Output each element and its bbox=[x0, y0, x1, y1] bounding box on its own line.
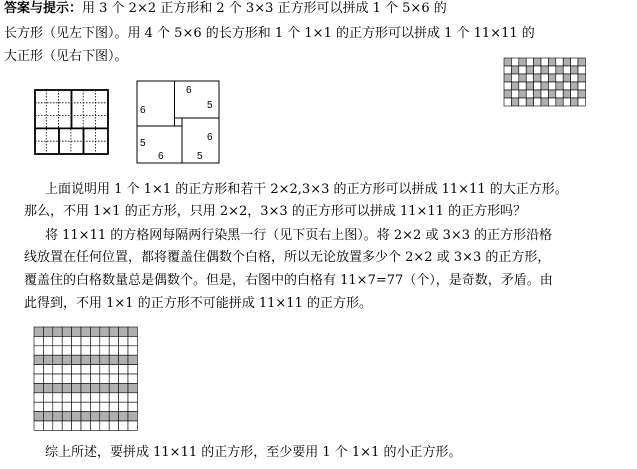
checker-cell bbox=[541, 74, 548, 82]
checker-cell bbox=[534, 66, 541, 74]
striped-cell bbox=[128, 402, 137, 411]
striped-cell bbox=[72, 336, 81, 345]
checker-cell bbox=[504, 90, 511, 98]
striped-cell bbox=[128, 327, 137, 336]
checker-cell bbox=[541, 82, 548, 90]
striped-cell bbox=[90, 327, 99, 336]
fig-num-tr-right: 5 bbox=[207, 100, 213, 111]
checker-cell bbox=[556, 66, 563, 74]
striped-cell bbox=[81, 383, 90, 392]
striped-cell bbox=[109, 346, 118, 355]
striped-cell bbox=[53, 365, 62, 374]
striped-cell bbox=[81, 365, 90, 374]
checker-cell bbox=[556, 98, 563, 106]
checker-cell bbox=[504, 66, 511, 74]
striped-cell bbox=[119, 383, 128, 392]
striped-cell bbox=[119, 393, 128, 402]
striped-cell bbox=[43, 393, 52, 402]
striped-cell bbox=[53, 374, 62, 383]
checker-cell bbox=[534, 82, 541, 90]
striped-cell bbox=[90, 402, 99, 411]
striped-cell bbox=[90, 412, 99, 421]
striped-cell bbox=[53, 346, 62, 355]
striped-cell bbox=[128, 336, 137, 345]
checker-cell bbox=[534, 98, 541, 106]
striped-cell bbox=[53, 393, 62, 402]
striped-cell bbox=[34, 346, 43, 355]
striped-cell bbox=[62, 327, 71, 336]
striped-cell bbox=[128, 365, 137, 374]
fig-num-br-right: 6 bbox=[207, 132, 213, 143]
striped-cell bbox=[90, 383, 99, 392]
checker-cell bbox=[519, 82, 526, 90]
checker-cell bbox=[541, 90, 548, 98]
striped-cell bbox=[53, 421, 62, 430]
striped-cell bbox=[62, 374, 71, 383]
striped-cell bbox=[119, 421, 128, 430]
striped-cell bbox=[34, 336, 43, 345]
checker-cell bbox=[526, 74, 533, 82]
striped-cell bbox=[43, 374, 52, 383]
striped-cell bbox=[43, 421, 52, 430]
striped-cell bbox=[128, 383, 137, 392]
striped-cell bbox=[128, 393, 137, 402]
striped-cell bbox=[109, 421, 118, 430]
striped-cell bbox=[119, 412, 128, 421]
fig-num-br-left: 5 bbox=[140, 138, 146, 149]
fig-num-tl-left: 6 bbox=[140, 105, 146, 116]
striped-cell bbox=[100, 402, 109, 411]
checker-cell bbox=[504, 74, 511, 82]
checker-cell bbox=[534, 90, 541, 98]
striped-cell bbox=[34, 327, 43, 336]
checker-cell bbox=[504, 98, 511, 106]
striped-cell bbox=[100, 393, 109, 402]
checker-cell bbox=[556, 90, 563, 98]
striped-cell bbox=[34, 402, 43, 411]
checker-cell bbox=[534, 58, 541, 66]
striped-cell bbox=[62, 393, 71, 402]
answer-line-2: 长方形（见左下图）。用 4 个 5×6 的长方形和 1 个 1×1 的正方形可以拼成 1 个 11×11 的 bbox=[4, 26, 535, 41]
striped-cell bbox=[90, 393, 99, 402]
checker-cell bbox=[541, 66, 548, 74]
striped-cell bbox=[109, 355, 118, 364]
checker-cell bbox=[571, 74, 578, 82]
checker-cell bbox=[571, 98, 578, 106]
striped-cell bbox=[72, 327, 81, 336]
checker-cell bbox=[548, 74, 555, 82]
striped-cell bbox=[119, 336, 128, 345]
striped-cell bbox=[72, 374, 81, 383]
checker-cell bbox=[511, 82, 518, 90]
checker-cell bbox=[526, 90, 533, 98]
striped-cell bbox=[72, 421, 81, 430]
checker-cell bbox=[548, 58, 555, 66]
checker-cell bbox=[556, 82, 563, 90]
striped-cell bbox=[34, 383, 43, 392]
checker-cell bbox=[526, 98, 533, 106]
striped-cell bbox=[43, 336, 52, 345]
checker-cell bbox=[534, 74, 541, 82]
striped-cell bbox=[100, 365, 109, 374]
striped-cell bbox=[72, 346, 81, 355]
striped-cell bbox=[81, 421, 90, 430]
striped-cell bbox=[109, 402, 118, 411]
striped-cell bbox=[81, 412, 90, 421]
striped-cell bbox=[53, 355, 62, 364]
figure-checkered-grid bbox=[503, 57, 587, 107]
striped-cell bbox=[119, 365, 128, 374]
figure-5x6-tiling bbox=[34, 89, 109, 155]
striped-cell bbox=[62, 412, 71, 421]
striped-cell bbox=[109, 412, 118, 421]
checker-cell bbox=[571, 90, 578, 98]
striped-cell bbox=[43, 383, 52, 392]
striped-cell bbox=[72, 412, 81, 421]
striped-cell bbox=[43, 365, 52, 374]
striped-cell bbox=[90, 346, 99, 355]
striped-cell bbox=[128, 412, 137, 421]
striped-cell bbox=[53, 327, 62, 336]
striped-cell bbox=[128, 421, 137, 430]
striped-cell bbox=[43, 327, 52, 336]
checker-cell bbox=[526, 82, 533, 90]
striped-cell bbox=[100, 327, 109, 336]
checker-cell bbox=[571, 66, 578, 74]
checker-cell bbox=[541, 58, 548, 66]
checker-cell bbox=[563, 58, 570, 66]
striped-cell bbox=[34, 421, 43, 430]
striped-cell bbox=[53, 383, 62, 392]
fig-num-br-bottom: 5 bbox=[197, 151, 203, 162]
striped-cell bbox=[100, 355, 109, 364]
checker-cell bbox=[578, 66, 585, 74]
striped-cell bbox=[100, 421, 109, 430]
answer-line-1 bbox=[4, 0, 447, 18]
striped-cell bbox=[100, 346, 109, 355]
striped-cell bbox=[62, 421, 71, 430]
fig-num-tl-top: 6 bbox=[186, 85, 192, 96]
striped-cell bbox=[81, 327, 90, 336]
para2-line-2: 那么，不用 1×1 的正方形，只用 2×2，3×3 的正方形可以拼成 11×11 的正方形吗？ bbox=[24, 204, 527, 219]
striped-cell bbox=[34, 365, 43, 374]
striped-cell bbox=[62, 346, 71, 355]
checker-cell bbox=[548, 82, 555, 90]
para3-line-2: 线放置在任何位置，都将覆盖住偶数个白格，所以无论放置多少个 2×2 或 3×3 的正方形， bbox=[24, 250, 551, 265]
checker-cell bbox=[556, 58, 563, 66]
figure-11x11-tiling bbox=[136, 80, 220, 164]
checker-cell bbox=[563, 66, 570, 74]
checker-cell bbox=[526, 66, 533, 74]
checker-cell bbox=[578, 58, 585, 66]
striped-cell bbox=[72, 355, 81, 364]
checker-cell bbox=[563, 82, 570, 90]
striped-cell bbox=[81, 355, 90, 364]
para2-line-1: 上面说明用 1 个 1×1 的正方形和若干 2×2,3×3 的正方形可以拼成 11×11 的大正方形。 bbox=[45, 182, 568, 197]
striped-cell bbox=[128, 355, 137, 364]
striped-cell bbox=[90, 336, 99, 345]
fig-num-bl-bottom: 6 bbox=[158, 151, 164, 162]
striped-cell bbox=[119, 327, 128, 336]
checker-cell bbox=[578, 82, 585, 90]
checker-cell bbox=[504, 58, 511, 66]
striped-cell bbox=[62, 336, 71, 345]
answer-line-3: 大正形（见右下图）。 bbox=[4, 49, 128, 64]
checker-cell bbox=[578, 98, 585, 106]
checker-cell bbox=[511, 90, 518, 98]
striped-cell bbox=[62, 365, 71, 374]
striped-cell bbox=[43, 412, 52, 421]
checker-cell bbox=[511, 98, 518, 106]
striped-cell bbox=[81, 374, 90, 383]
checker-cell bbox=[511, 58, 518, 66]
conclusion-line: 综上所述，要拼成 11×11 的正方形，至少要用 1 个 1×1 的小正方形。 bbox=[45, 445, 462, 460]
checker-cell bbox=[541, 98, 548, 106]
striped-cell bbox=[119, 346, 128, 355]
striped-cell bbox=[53, 402, 62, 411]
checker-cell bbox=[563, 74, 570, 82]
striped-cell bbox=[119, 402, 128, 411]
striped-cell bbox=[62, 355, 71, 364]
checker-cell bbox=[548, 90, 555, 98]
striped-cell bbox=[43, 346, 52, 355]
checker-cell bbox=[519, 66, 526, 74]
para3-line-3: 覆盖住的白格数量总是偶数个。但是，右图中的白格有 11×7=77（个），是奇数，矛盾。由 bbox=[24, 273, 553, 288]
striped-cell bbox=[43, 355, 52, 364]
striped-cell bbox=[90, 374, 99, 383]
striped-cell bbox=[53, 336, 62, 345]
striped-cell bbox=[109, 327, 118, 336]
striped-cell bbox=[109, 336, 118, 345]
striped-cell bbox=[109, 393, 118, 402]
striped-cell bbox=[81, 402, 90, 411]
checker-cell bbox=[571, 58, 578, 66]
figure-striped-grid bbox=[33, 326, 139, 432]
striped-cell bbox=[81, 393, 90, 402]
striped-cell bbox=[34, 393, 43, 402]
checker-cell bbox=[578, 90, 585, 98]
checker-cell bbox=[519, 98, 526, 106]
striped-cell bbox=[72, 393, 81, 402]
striped-cell bbox=[109, 383, 118, 392]
striped-cell bbox=[81, 346, 90, 355]
striped-cell bbox=[100, 336, 109, 345]
striped-cell bbox=[43, 402, 52, 411]
striped-cell bbox=[81, 336, 90, 345]
checker-cell bbox=[578, 74, 585, 82]
striped-cell bbox=[53, 412, 62, 421]
striped-cell bbox=[72, 402, 81, 411]
para3-line-1: 将 11×11 的方格网每隔两行染黑一行（见下页右上图）。将 2×2 或 3×3 的正方形沿格 bbox=[45, 228, 553, 243]
striped-cell bbox=[100, 383, 109, 392]
striped-cell bbox=[119, 355, 128, 364]
striped-cell bbox=[109, 365, 118, 374]
striped-cell bbox=[100, 374, 109, 383]
checker-cell bbox=[548, 98, 555, 106]
striped-cell bbox=[90, 421, 99, 430]
striped-cell bbox=[62, 383, 71, 392]
striped-cell bbox=[34, 412, 43, 421]
checker-cell bbox=[511, 66, 518, 74]
checker-cell bbox=[556, 74, 563, 82]
striped-cell bbox=[128, 346, 137, 355]
para3-line-4: 此得到，不用 1×1 的正方形不可能拼成 11×11 的正方形。 bbox=[24, 296, 372, 311]
striped-cell bbox=[34, 355, 43, 364]
checker-cell bbox=[519, 74, 526, 82]
striped-cell bbox=[72, 365, 81, 374]
checker-cell bbox=[519, 58, 526, 66]
answer-label: 答案与提示： bbox=[4, 1, 83, 16]
striped-cell bbox=[128, 374, 137, 383]
checker-cell bbox=[526, 58, 533, 66]
checker-cell bbox=[548, 66, 555, 74]
checker-cell bbox=[519, 90, 526, 98]
striped-cell bbox=[90, 355, 99, 364]
answer-text-1: 用 3 个 2×2 正方形和 2 个 3×3 正方形可以拼成 1 个 5×6 的 bbox=[82, 1, 447, 16]
striped-cell bbox=[109, 374, 118, 383]
striped-cell bbox=[100, 412, 109, 421]
checker-cell bbox=[511, 74, 518, 82]
checker-cell bbox=[563, 90, 570, 98]
striped-cell bbox=[34, 374, 43, 383]
checker-cell bbox=[504, 82, 511, 90]
striped-cell bbox=[119, 374, 128, 383]
striped-cell bbox=[90, 365, 99, 374]
striped-cell bbox=[62, 402, 71, 411]
checker-cell bbox=[563, 98, 570, 106]
striped-cell bbox=[72, 383, 81, 392]
checker-cell bbox=[571, 82, 578, 90]
